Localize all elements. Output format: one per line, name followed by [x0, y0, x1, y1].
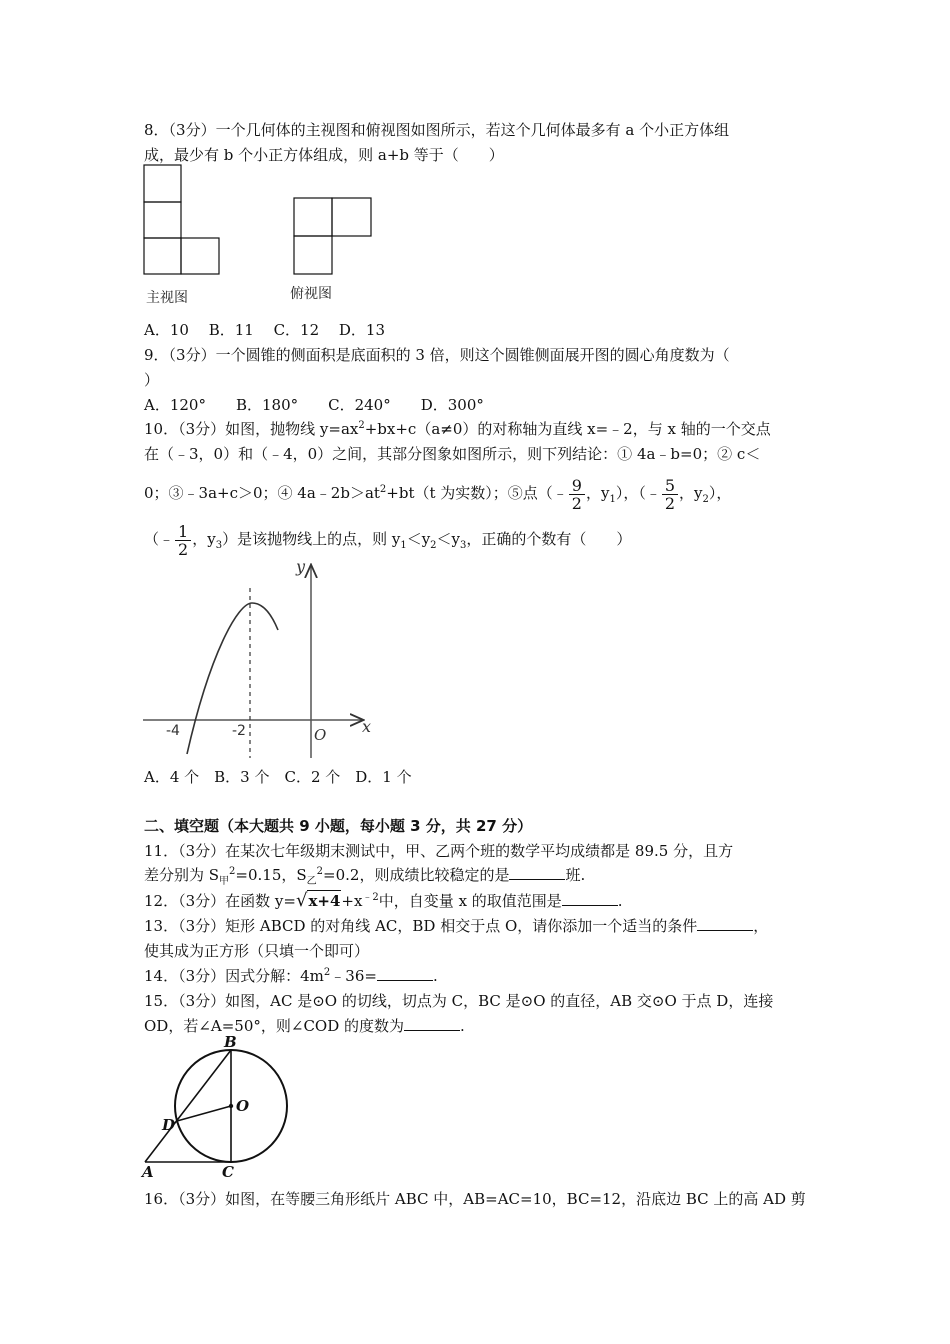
center-point: [229, 1104, 233, 1108]
q13-text-line1: 13．（3分）矩形 ABCD 的对角线 AC，BD 相交于点 O，请你添加一个适当的条件 ，: [144, 917, 769, 935]
radicand: x+4: [308, 892, 341, 910]
q12-text: 12．（3分）在函数 $y=√x+4+x^{﹣2}$中，自变量 x 的取值范围是 .: [144, 890, 623, 911]
q10-parabola-graph: [140, 558, 380, 763]
label-d: D: [162, 1116, 176, 1134]
q11-text-line1: 11．（3分）在某次七年级期末测试中，甲、乙两个班的数学平均成绩都是 89.5 分，且方: [144, 842, 734, 860]
q11-text-line2: 差分别为 $S_甲^2=0.15$，$S_乙^2=0.2$，则成绩比较稳定的是 班.: [144, 866, 586, 887]
label-a: A: [142, 1163, 154, 1181]
q15-circle-figure: [140, 1033, 310, 1181]
q8-front-view-figure: [140, 160, 230, 305]
fraction-5-2: $\frac{5}{2}$: [662, 477, 678, 512]
q10-text-line2: 在（﹣3，0）和（﹣4，0）之间，其部分图象如图所示，则下列结论：① 4a﹣b=0；② c＜: [144, 445, 761, 463]
q15-text-line1: 15．（3分）如图，AC 是⊙O 的切线，切点为 C，BC 是⊙O 的直径，AB 交⊙O 于点 D，连接: [144, 992, 774, 1010]
answer-blank: [509, 865, 565, 880]
origin-label: O: [314, 726, 327, 744]
q10-text-line4: （﹣ $\frac{1}{2}$ ，$y_3$）是该抛物线上的点，则 $y_1<y_2<y_3$，正确的个数有（ ）: [144, 521, 632, 559]
q8-options: A．10 B．11 C．12 D．13: [144, 321, 386, 339]
fraction-1-2: $\frac{1}{2}$: [175, 523, 191, 558]
q8-text-line1: 8．（3分）一个几何体的主视图和俯视图如图所示，若这个几何体最多有 a 个小正方体组: [144, 121, 730, 139]
segment-od: [177, 1106, 231, 1121]
label-o: O: [236, 1097, 250, 1115]
q8-text-line2: 成，最少有 b 个小正方体组成，则 a+b 等于（ ）: [144, 146, 504, 164]
q8-top-view-figure: [288, 193, 378, 305]
front-view-label: 主视图: [146, 290, 188, 306]
q10-options: A．4 个 B．3 个 C．2 个 D．1 个: [144, 768, 412, 786]
segment-ab: [145, 1050, 231, 1162]
q16-text-line1: 16．（3分）如图，在等腰三角形纸片 ABC 中，AB=AC=10，BC=12，沿底边 BC 上的高 AD 剪: [144, 1190, 806, 1208]
radical-sign: √: [295, 890, 308, 911]
q9-text-line1: 9．（3分）一个圆锥的侧面积是底面积的 3 倍，则这个圆锥侧面展开图的圆心角度数为（: [144, 346, 730, 364]
tick-neg2-label: -2: [232, 723, 246, 739]
q10-text-line1: 10．（3分）如图，抛物线 $y=ax^2+bx+c(a\ne 0)$的对称轴为直线 x=﹣2，与 x 轴的一个交点: [144, 420, 771, 438]
answer-blank: [377, 966, 433, 981]
answer-blank: [404, 1016, 460, 1031]
q13-text-line2: 使其成为正方形（只填一个即可）: [144, 942, 370, 960]
q9-options: A．120° B．180° C．240° D．300°: [144, 396, 484, 414]
q14-text: 14．（3分）因式分解：$4m^2﹣36=$ .: [144, 967, 438, 985]
x-axis-label: x: [362, 717, 372, 736]
q9-text-line2: ）: [144, 371, 160, 389]
q10-text-line3: 0；③﹣3a+c＞0；④ $4a﹣2b>at^2+bt(t$ 为实数）；⑤点（﹣ $\frac{9}{2}$ ，$y_1$），（﹣ $\frac{5}{2}$ ，$y_2$），: [144, 475, 732, 513]
answer-blank: [562, 891, 618, 906]
label-c: C: [222, 1163, 234, 1181]
section2-title: 二、填空题（本大题共 9 小题，每小题 3 分，共 27 分）: [144, 817, 533, 835]
tick-neg4-label: -4: [166, 723, 180, 739]
fraction-9-2: $\frac{9}{2}$: [569, 477, 585, 512]
y-axis-label: y: [296, 557, 306, 576]
top-view-label: 俯视图: [290, 286, 332, 302]
answer-blank: [697, 916, 753, 931]
label-b: B: [224, 1033, 237, 1051]
q15-text-line2: OD，若∠A=50°，则∠COD 的度数为 .: [144, 1017, 465, 1035]
